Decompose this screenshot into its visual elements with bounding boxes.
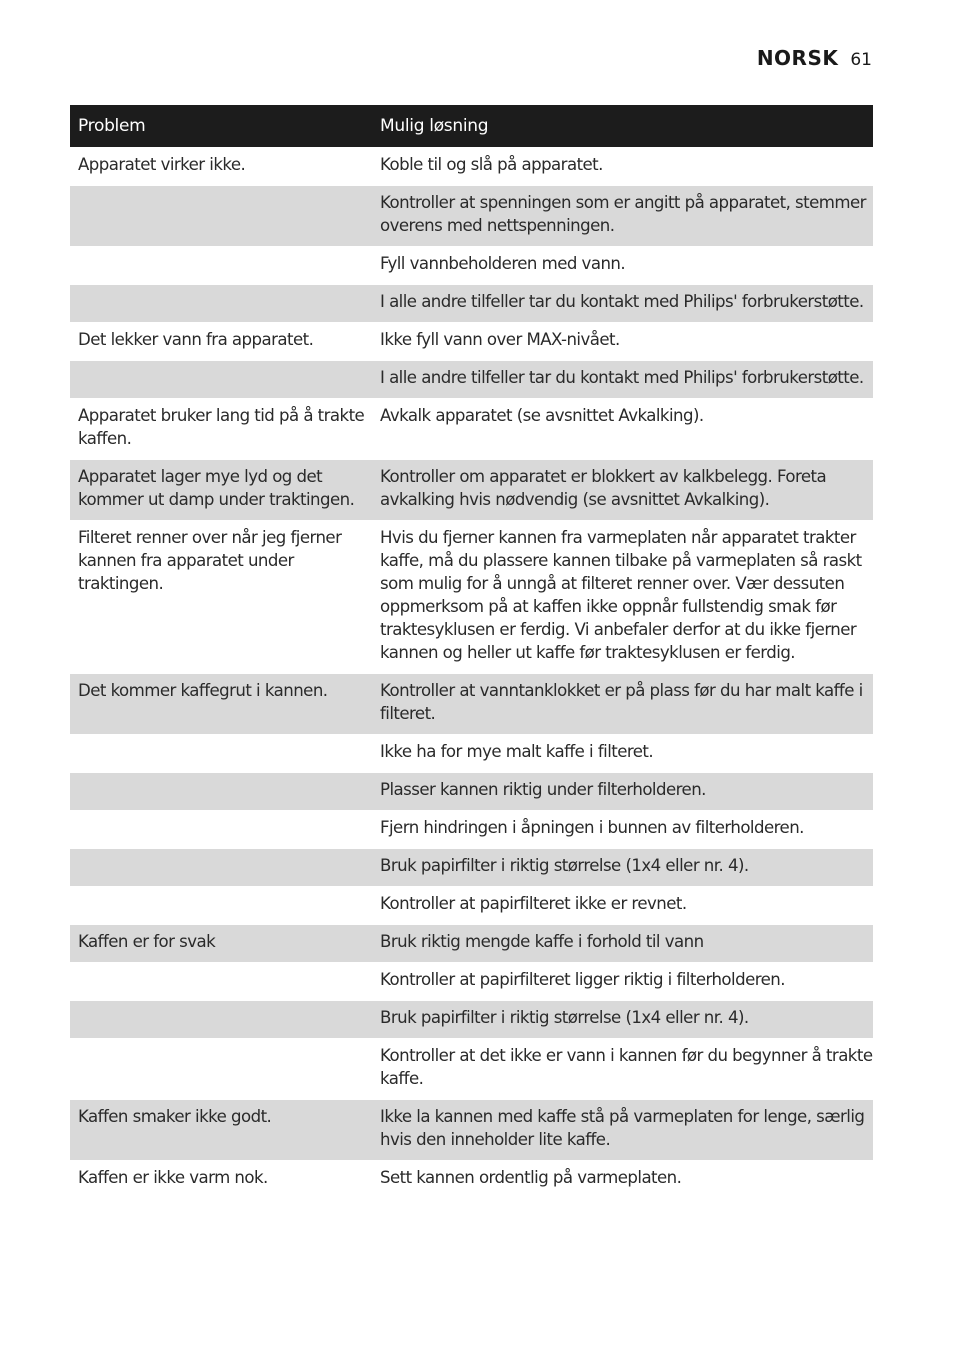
solution-cell: I alle andre tilfeller tar du kontakt med Philips' forbrukerstøtte.	[380, 368, 864, 387]
table-row	[70, 925, 873, 963]
problem-cell	[70, 773, 372, 810]
solution-cell: Plasser kannen riktig under filterholderen.	[380, 780, 706, 799]
table-row	[70, 811, 873, 849]
table-row	[70, 1039, 873, 1100]
table-row	[70, 1001, 873, 1039]
solution-cell: Koble til og slå på apparatet.	[380, 155, 603, 174]
problem-cell	[70, 186, 372, 246]
problem-cell: Apparatet lager mye lyd og det kommer ut damp under traktingen.	[78, 467, 355, 509]
solution-cell: Kontroller om apparatet er blokkert av kalkbelegg. Foreta avkalking hvis nødvendig (se avsnittet Avkalking).	[380, 467, 827, 509]
problem-cell	[70, 735, 372, 772]
problem-cell: Kaffen smaker ikke godt.	[78, 1107, 272, 1126]
table-row	[70, 323, 873, 361]
table-row	[70, 247, 873, 285]
page-header	[757, 46, 872, 70]
solution-cell: Bruk papirfilter i riktig størrelse (1x4 eller nr. 4).	[380, 856, 749, 875]
problem-cell: Kaffen er ikke varm nok.	[78, 1168, 268, 1187]
solution-cell: Bruk riktig mengde kaffe i forhold til vann	[380, 932, 704, 951]
table-row	[70, 963, 873, 1001]
problem-cell	[70, 811, 372, 848]
table-row	[70, 674, 873, 735]
language-label: NORSK	[756, 46, 839, 70]
table-row	[70, 849, 873, 887]
solution-cell: Kontroller at vanntanklokket er på plass før du har malt kaffe i filteret.	[380, 681, 863, 723]
problem-cell	[70, 963, 372, 1000]
solution-cell: Fjern hindringen i åpningen i bunnen av filterholderen.	[380, 818, 804, 837]
solution-cell: Avkalk apparatet (se avsnittet Avkalking).	[380, 406, 704, 425]
table-row	[70, 1161, 873, 1199]
solution-cell: Hvis du fjerner kannen fra varmeplaten når apparatet trakter kaffe, må du plassere kannen tilbake på varmeplaten så raskt som mulig for å unngå at filteret renner over. Vær dessuten oppmerksom på at kaffen ikke oppnår fullstendig smak før traktesyklusen er ferdig. Vi anbefaler derfor at du ikke fjerner kannen og heller ut kaffe før traktesyklusen er ferdig.	[380, 528, 862, 662]
table-row	[70, 735, 873, 773]
solution-cell: Kontroller at spenningen som er angitt på apparatet, stemmer overens med nettspenningen.	[380, 193, 866, 235]
table-row	[70, 148, 873, 186]
solution-cell: Kontroller at papirfilteret ikke er revnet.	[380, 894, 687, 913]
table-row	[70, 521, 873, 674]
problem-cell	[70, 247, 372, 284]
problem-cell: Apparatet virker ikke.	[78, 155, 246, 174]
solution-cell: Bruk papirfilter i riktig størrelse (1x4 eller nr. 4).	[380, 1008, 749, 1027]
table-row	[70, 773, 873, 811]
column-header-problem: Problem	[78, 115, 146, 136]
page-number: 61	[850, 50, 872, 70]
solution-cell: Kontroller at papirfilteret ligger riktig i filterholderen.	[380, 970, 785, 989]
problem-cell: Det kommer kaffegrut i kannen.	[78, 681, 328, 700]
table-row	[70, 399, 873, 460]
solution-cell: Sett kannen ordentlig på varmeplaten.	[380, 1168, 682, 1187]
problem-cell: Filteret renner over når jeg fjerner kannen fra apparatet under traktingen.	[78, 528, 342, 593]
solution-cell: Fyll vannbeholderen med vann.	[380, 254, 626, 273]
problem-cell	[70, 1039, 372, 1099]
table-row	[70, 460, 873, 521]
table-row	[70, 887, 873, 925]
problem-cell: Det lekker vann fra apparatet.	[78, 330, 314, 349]
problem-cell: Apparatet bruker lang tid på å trakte kaffen.	[78, 406, 365, 448]
solution-cell: Ikke fyll vann over MAX-nivået.	[380, 330, 620, 349]
solution-cell: Ikke ha for mye malt kaffe i filteret.	[380, 742, 654, 761]
problem-cell	[70, 361, 372, 398]
problem-cell	[70, 285, 372, 322]
table-row	[70, 285, 873, 323]
table-row	[70, 1100, 873, 1161]
solution-cell: I alle andre tilfeller tar du kontakt med Philips' forbrukerstøtte.	[380, 292, 864, 311]
table-header-row	[70, 105, 873, 148]
solution-cell: Ikke la kannen med kaffe stå på varmeplaten for lenge, særlig hvis den inneholder lite kaffe.	[380, 1107, 865, 1149]
solution-cell: Kontroller at det ikke er vann i kannen før du begynner å trakte kaffe.	[380, 1046, 873, 1088]
table-row	[70, 361, 873, 399]
problem-cell: Kaffen er for svak	[78, 932, 216, 951]
column-header-solution: Mulig løsning	[380, 115, 489, 136]
troubleshooting-table	[70, 105, 873, 1199]
table-row	[70, 186, 873, 247]
problem-cell	[70, 1001, 372, 1038]
problem-cell	[70, 887, 372, 924]
problem-cell	[70, 849, 372, 886]
